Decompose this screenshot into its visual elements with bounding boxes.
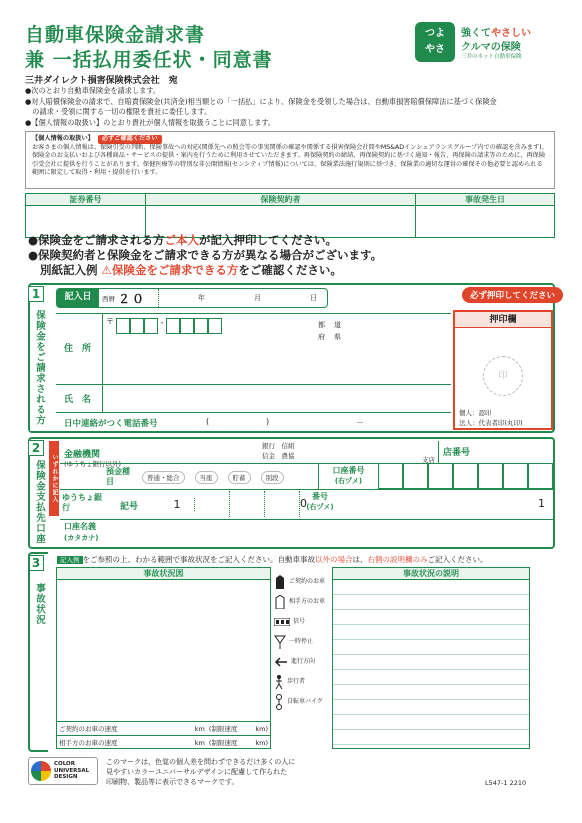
address-field[interactable] [102, 314, 451, 384]
deposit-label: 預金種目 [106, 467, 130, 486]
brand-logo [415, 22, 565, 64]
section3-rail [28, 552, 48, 752]
kigo-field[interactable] [160, 491, 300, 517]
applicant-grid [56, 313, 451, 430]
bank-types2: 信金 農協 [262, 452, 295, 460]
legend-bike: 自転車バイク [274, 692, 328, 712]
logo-tag1: 強くて [461, 28, 491, 39]
do-label: 道 [334, 321, 341, 329]
example-badge: 記入例 [57, 556, 83, 564]
speed-row-1: ご契約のお車の速度 km (制限速度 km) [57, 721, 270, 735]
store-no-area [438, 441, 553, 463]
kigo-label: 記号 [120, 502, 139, 512]
logo-badge-bottom: やさ [425, 44, 445, 55]
postal-mark: 〒 [106, 317, 114, 326]
col-policyholder: 保険契約者 [146, 194, 416, 206]
dep-opt-toza[interactable]: 当座 [195, 471, 218, 484]
kigo-last: 0 [300, 497, 307, 510]
dep-opt-futsu[interactable]: 普通・総合 [142, 471, 185, 484]
stamp-header: 押印欄 [455, 312, 551, 328]
col-accident-date: 事故発生日 [416, 194, 555, 206]
logo-tag2: やさしい [491, 28, 531, 39]
section3-intro: 記入例 をご参照の上、わかる範囲で事故状況をご記入ください。自動車事故以外の場合は、右側の説明欄のみご記入ください。 [57, 554, 488, 565]
holder-field[interactable] [110, 519, 553, 545]
stamp-note1: 個人：認印 [459, 409, 492, 417]
explain-header: 事故状況の説明 [333, 568, 529, 580]
legend-walker: 歩行者 [274, 672, 328, 692]
acct-label-area [318, 463, 378, 489]
day-label: 日 [310, 294, 317, 302]
col-policy-no: 証券番号 [26, 194, 146, 206]
title-line1: 自動車保険金請求書 [25, 24, 206, 46]
branch-name-field[interactable] [300, 441, 420, 463]
section2-number: 2 [28, 440, 44, 456]
logo-tag3: クルマの保険 [461, 42, 521, 53]
privacy-text: お客さまの個人情報は、保険引受の判断、保険事故への対応(関係先への照会等の事実関係の確認や関係する損害保険会社間やMS&ADインシュアランスグループ内での確認を含みます)、保険金のお支払いおよび各種商品・サービスの提供・案内を行うために利用させていただきます。再保険契約の締結、再保険契約に基づく通知・報告、再保険の請求等のために、再保険引受会社に提供を行うことがあります。保健医療等の特別な非公開情報(センシティブ情報)については、保険業法施行規則に基づき、保険業の適切な運営の確保その他必要と認められる範囲に限定して取得・利用・提供を行います。 [32, 143, 548, 177]
stamp-box [453, 310, 553, 430]
section3-vlabel: 事故状況 [30, 574, 46, 634]
legend-other-car: 相手方のお車 [274, 592, 328, 612]
footer-text-2: 見やすいカラーユニバーサルデザインに配慮して作られた [106, 768, 288, 776]
store-no-label: 店番号 [443, 448, 471, 458]
notice-3: 別紙記入例 ⚠保険金をご請求できる方をご確認ください。 [40, 263, 342, 277]
bank-grid [60, 441, 553, 547]
holder-sub: (カタカナ) [64, 534, 99, 542]
explain-area[interactable] [333, 580, 529, 748]
arrow-icon [274, 657, 288, 667]
fu-label: 府 [318, 333, 325, 341]
address-label: 住 所 [64, 344, 92, 354]
branch-label: 支店 [422, 456, 435, 464]
speed-row-2: 相手方のお車の速度 km (制限速度 km) [57, 735, 270, 749]
bullet-1: ●次のとおり自動車保険金を請求します。 [25, 86, 161, 95]
either-tag: いずれかに記入 [49, 441, 59, 516]
phone-label: 日中連絡がつく電話番号 [64, 419, 158, 429]
section3-number: 3 [28, 555, 44, 571]
bank-sub: (ゆうちょ銀行以外) [64, 460, 122, 468]
dep-opt-betsudan[interactable]: 別段 [261, 471, 284, 484]
accident-date-field[interactable] [416, 206, 555, 238]
logo-badge-top: つよ [425, 28, 445, 39]
legend-signal: 信号 [274, 612, 328, 632]
to-label: 都 [318, 321, 325, 329]
privacy-box [25, 131, 555, 189]
company-name: 三井ダイレクト損害保険株式会社 宛 [25, 76, 178, 86]
bullet-3: の請求・受領に関する一切の権限を貴社に委任します。 [25, 107, 212, 116]
bango-field[interactable] [350, 491, 553, 517]
stop-icon [274, 635, 286, 649]
stamp-circle[interactable]: 印 [483, 356, 523, 396]
stamp-required-badge: 必ず押印してください [462, 287, 563, 303]
bank-types: 銀行 信組 [262, 442, 295, 450]
acct-sub: (右ヅメ) [334, 477, 363, 485]
dep-opt-chochiku[interactable]: 貯蓄 [228, 471, 251, 484]
bank-label: 金融機関 [64, 450, 101, 460]
legend-own-car: ご契約のお車 [274, 572, 328, 592]
acct-no-field[interactable] [378, 463, 553, 489]
diagram-box [56, 567, 271, 749]
ken-label: 県 [334, 333, 341, 341]
era-label: 西暦 [102, 294, 115, 303]
bank-name-field[interactable] [110, 441, 260, 463]
other-car-icon [274, 595, 286, 609]
footer-text-1: このマークは、色覚の個人差を問わずできるだけ多くの人に [106, 758, 296, 766]
month-field[interactable] [234, 289, 254, 307]
warning-icon: ⚠ [101, 263, 112, 277]
section1-number: 1 [28, 286, 44, 302]
month-label: 月 [254, 294, 261, 302]
year-label: 年 [198, 294, 205, 302]
cud-text3: DESIGN [54, 774, 78, 781]
cud-text1: COLOR [54, 761, 75, 768]
legend [274, 572, 328, 712]
section2-vlabel: 保険金支払先口座 [30, 458, 46, 546]
diagram-header: 事故状況図 [57, 568, 270, 580]
store-no-field[interactable] [483, 441, 554, 463]
own-car-icon [274, 575, 286, 589]
explain-box [332, 567, 530, 749]
kigo-first: 1 [160, 498, 195, 511]
cud-mark-icon [31, 761, 51, 781]
phone-dash: － [356, 418, 364, 427]
diagram-area[interactable] [57, 580, 270, 720]
bango-label: 番号 [312, 492, 328, 501]
name-field[interactable] [102, 384, 451, 412]
yucho-label: ゆうちょ銀行 [62, 493, 102, 512]
name-label: 氏 名 [64, 395, 92, 405]
date-row [56, 288, 328, 308]
bango-label-area [290, 489, 350, 517]
form-code: L547-1 2210 [485, 779, 527, 787]
date-label: 記入日 [57, 289, 99, 307]
legend-arrow: 進行方向 [274, 652, 328, 672]
section1-vlabel: 保険金をご請求される方 [30, 305, 46, 431]
phone-field[interactable] [196, 412, 451, 431]
holder-label: 口座名義 [64, 522, 96, 531]
notice-1: ●保険金をご請求される方ご本人が記入押印してください。 [28, 233, 338, 247]
title-line2: 兼 一括払用委任状・同意書 [25, 49, 273, 71]
year-field[interactable] [158, 289, 198, 307]
footer-text-3: 印刷物、製品等に表示できるマークです。 [106, 778, 239, 786]
phone-rp: ) [266, 417, 270, 426]
bullet-4: ●【個人情報の取扱い】のとおり貴社が個人情報を取扱うことに同意します。 [25, 118, 276, 127]
stamp-note2: 法人：代表者印(丸印) [459, 419, 523, 427]
day-field[interactable] [290, 289, 310, 307]
cud-logo [28, 757, 98, 785]
privacy-label: 【個人情報の取扱い】 [32, 135, 94, 142]
bullet-2: ●対人賠償保険金の請求で、自賠責保険金(共済金)相当額との「一括払」により、保険金を受領した場合は、自動車損害賠償保障法に基づく保険金 [25, 97, 497, 106]
notice-2: ●保険契約者と保険金をご請求できる方が異なる場合がございます。 [28, 248, 383, 262]
bike-icon [274, 694, 284, 710]
bango-sub: (右ヅメ) [306, 503, 334, 511]
legend-stop: 一時停止 [274, 632, 328, 652]
phone-lp: ( [206, 417, 210, 426]
logo-tag4: 三井のネット自動車保険 [461, 54, 522, 60]
walker-icon [274, 675, 284, 689]
era-value: ２０ [118, 291, 147, 306]
privacy-must-badge: 必ずご確認ください [98, 135, 162, 144]
deposit-options [142, 471, 284, 484]
postal-code-field[interactable]: - [116, 318, 226, 334]
acct-label: 口座番号 [332, 466, 365, 475]
bango-last: 1 [538, 497, 545, 510]
cud-text2: UNIVERSAL [54, 767, 90, 774]
signal-icon [274, 618, 290, 626]
policy-header-table [25, 193, 555, 238]
